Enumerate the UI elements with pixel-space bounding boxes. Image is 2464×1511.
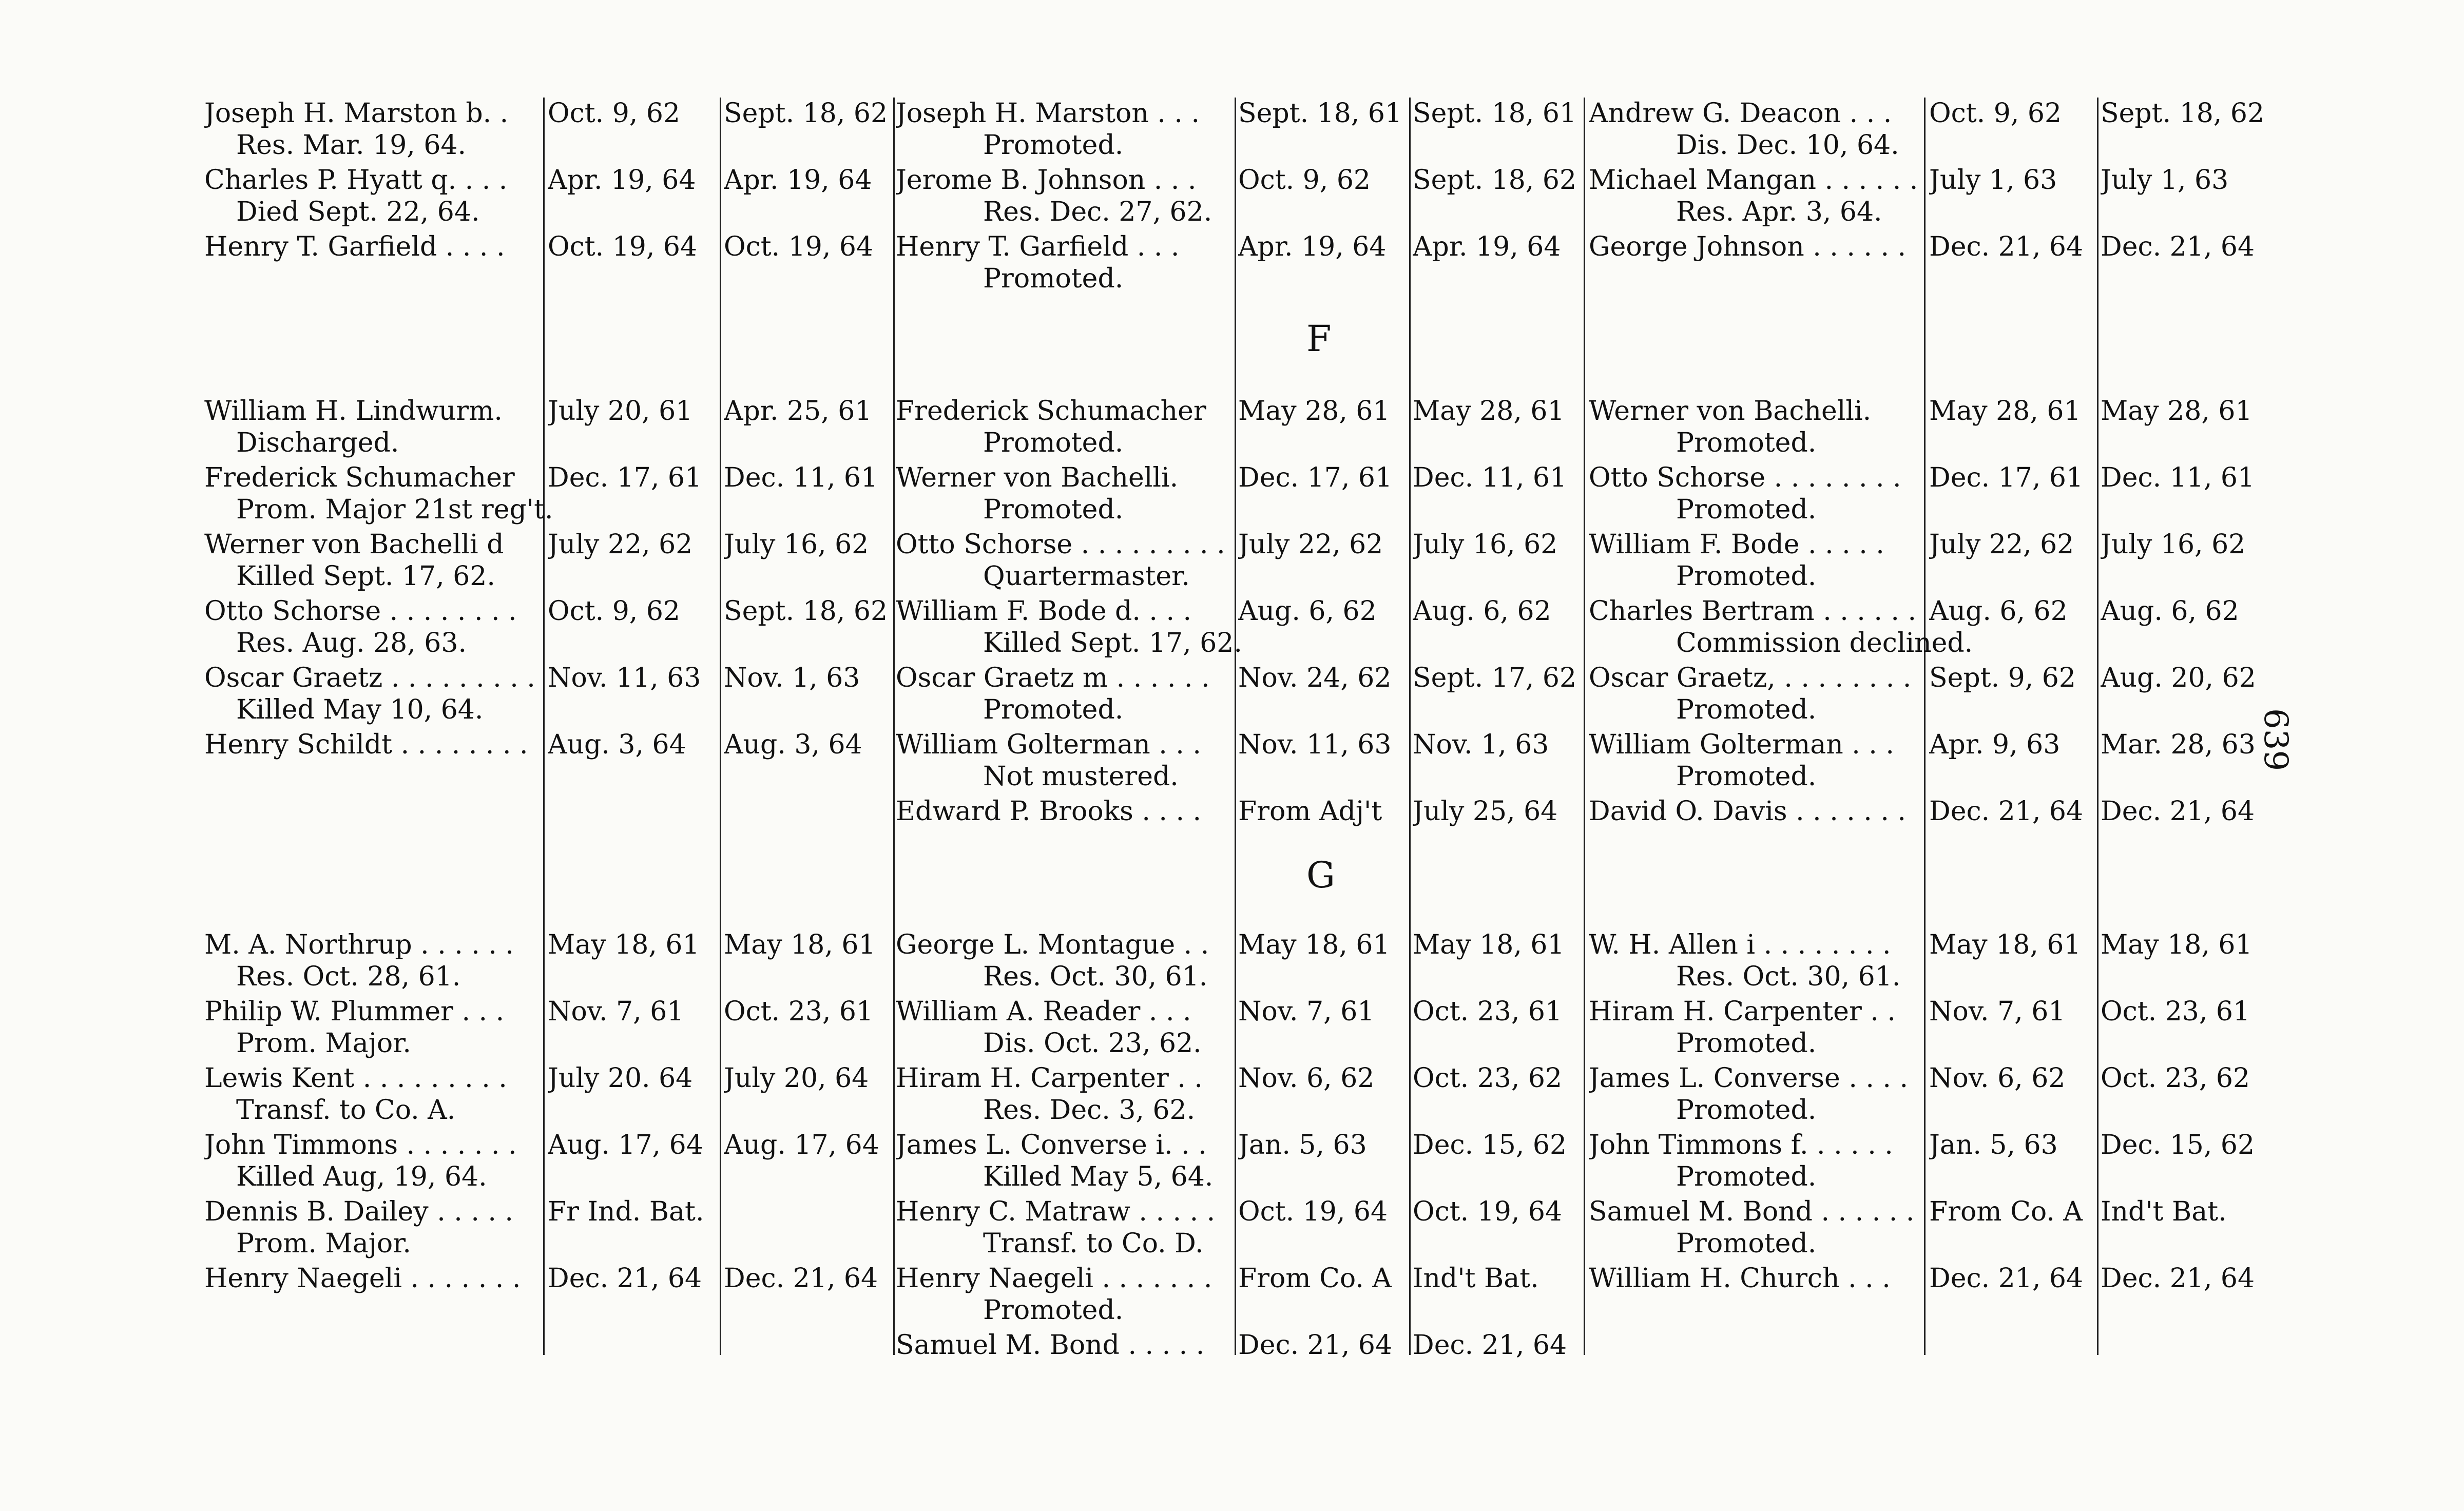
captain-remark: Died Sept. 22, 64.	[236, 197, 480, 227]
captain-remark: Discharged.	[236, 428, 399, 458]
first-lieutenant-commission-date: May 28, 61	[1413, 396, 1565, 427]
second-lieutenant-commission-date: Aug. 20, 62	[2101, 663, 2256, 693]
second-lieutenant-remark: Res. Oct. 30, 61.	[1676, 961, 1901, 992]
captain-rank-date: July 20. 64	[548, 1063, 693, 1094]
second-lieutenant-name: John Timmons f. . . . . .	[1589, 1130, 1893, 1160]
first-lieutenant-commission-date: Sept. 18, 62	[1413, 165, 1577, 196]
first-lieutenant-rank-date: Aug. 6, 62	[1238, 596, 1377, 627]
first-lieutenant-name: Henry Naegeli . . . . . . .	[896, 1263, 1212, 1294]
second-lieutenant-name: William H. Church . . .	[1589, 1263, 1891, 1294]
first-lieutenant-name: Frederick Schumacher	[896, 396, 1206, 427]
captain-remark: Prom. Major.	[236, 1028, 411, 1059]
captain-commission-date: July 20, 64	[724, 1063, 869, 1094]
first-lieutenant-commission-date: July 25, 64	[1413, 796, 1558, 827]
first-lieutenant-remark: Promoted.	[983, 494, 1124, 525]
captain-name: Philip W. Plummer . . .	[204, 996, 505, 1027]
second-lieutenant-remark: Promoted.	[1676, 1028, 1817, 1059]
second-lieutenant-commission-date: May 28, 61	[2101, 396, 2253, 427]
captain-rank-date: Oct. 19, 64	[548, 231, 698, 262]
captain-name: Dennis B. Dailey . . . . .	[204, 1196, 513, 1227]
captain-name: Henry T. Garfield . . . .	[204, 231, 505, 262]
first-lieutenant-rank-date: Apr. 19, 64	[1238, 231, 1387, 262]
first-lieutenant-name: Werner von Bachelli.	[896, 462, 1179, 493]
second-lieutenant-rank-date: Apr. 9, 63	[1929, 729, 2061, 760]
second-lieutenant-remark: Promoted.	[1676, 561, 1817, 592]
captain-name: Charles P. Hyatt q. . . .	[204, 165, 508, 196]
captain-remark: Res. Mar. 19, 64.	[236, 130, 467, 161]
captain-commission-date: Oct. 23, 61	[724, 996, 874, 1027]
first-lieutenant-rank-date: From Adj't	[1238, 796, 1382, 827]
first-lieutenant-rank-date: Dec. 17, 61	[1238, 462, 1393, 493]
first-lieutenant-remark: Quartermaster.	[983, 561, 1190, 592]
captain-rank-date: Fr Ind. Bat.	[548, 1196, 704, 1227]
captain-name: Henry Schildt . . . . . . . .	[204, 729, 528, 760]
second-lieutenant-name: Otto Schorse . . . . . . . .	[1589, 462, 1901, 493]
first-lieutenant-rank-date: May 18, 61	[1238, 929, 1390, 960]
second-lieutenant-name: William Golterman . . .	[1589, 729, 1894, 760]
captain-remark: Res. Oct. 28, 61.	[236, 961, 461, 992]
captain-rank-date: July 22, 62	[548, 529, 693, 560]
first-lieutenant-name: James L. Converse i. . .	[896, 1130, 1207, 1160]
first-lieutenant-rank-date: Nov. 24, 62	[1238, 663, 1392, 693]
first-lieutenant-remark: Killed Sept. 17, 62.	[983, 628, 1242, 658]
captain-remark: Prom. Major 21st reg't.	[236, 494, 553, 525]
register-row	[0, 98, 2464, 161]
captain-rank-date: Oct. 9, 62	[548, 596, 681, 627]
first-lieutenant-commission-date: Apr. 19, 64	[1413, 231, 1561, 262]
register-row	[0, 462, 2464, 525]
column-rule	[2097, 98, 2099, 1355]
register-row	[0, 929, 2464, 992]
first-lieutenant-remark: Promoted.	[983, 130, 1124, 161]
captain-remark: Killed May 10, 64.	[236, 694, 484, 725]
captain-remark: Killed Sept. 17, 62.	[236, 561, 495, 592]
second-lieutenant-remark: Promoted.	[1676, 1228, 1817, 1259]
second-lieutenant-remark: Promoted.	[1676, 1161, 1817, 1192]
first-lieutenant-name: Oscar Graetz m . . . . . .	[896, 663, 1210, 693]
captain-rank-date: Oct. 9, 62	[548, 98, 681, 129]
first-lieutenant-commission-date: Sept. 18, 61	[1413, 98, 1577, 129]
first-lieutenant-name: Otto Schorse . . . . . . . . .	[896, 529, 1225, 560]
captain-commission-date: Oct. 19, 64	[724, 231, 874, 262]
second-lieutenant-rank-date: Dec. 17, 61	[1929, 462, 2084, 493]
register-row	[0, 595, 2464, 658]
second-lieutenant-rank-date: Dec. 21, 64	[1929, 796, 2084, 827]
first-lieutenant-rank-date: May 28, 61	[1238, 396, 1390, 427]
first-lieutenant-rank-date: Nov. 6, 62	[1238, 1063, 1375, 1094]
second-lieutenant-remark: Commission declined.	[1676, 628, 1973, 658]
second-lieutenant-rank-date: May 18, 61	[1929, 929, 2081, 960]
second-lieutenant-commission-date: Dec. 21, 64	[2101, 1263, 2255, 1294]
captain-name: Henry Naegeli . . . . . . .	[204, 1263, 521, 1294]
captain-commission-date: Aug. 3, 64	[724, 729, 862, 760]
second-lieutenant-commission-date: Dec. 21, 64	[2101, 231, 2255, 262]
second-lieutenant-name: Michael Mangan . . . . . .	[1589, 165, 1918, 196]
register-row	[0, 796, 2464, 827]
first-lieutenant-commission-date: Sept. 17, 62	[1413, 663, 1577, 693]
second-lieutenant-rank-date: Sept. 9, 62	[1929, 663, 2076, 693]
register-row	[0, 729, 2464, 792]
second-lieutenant-rank-date: Jan. 5, 63	[1929, 1130, 2058, 1160]
first-lieutenant-rank-date: July 22, 62	[1238, 529, 1383, 560]
column-rule	[720, 98, 721, 1355]
register-row	[0, 164, 2464, 227]
captain-commission-date: Aug. 17, 64	[724, 1130, 879, 1160]
first-lieutenant-rank-date: Oct. 19, 64	[1238, 1196, 1388, 1227]
captain-rank-date: Dec. 17, 61	[548, 462, 702, 493]
first-lieutenant-rank-date: Nov. 11, 63	[1238, 729, 1392, 760]
first-lieutenant-remark: Dis. Oct. 23, 62.	[983, 1028, 1202, 1059]
first-lieutenant-commission-date: Ind't Bat.	[1413, 1263, 1539, 1294]
second-lieutenant-remark: Res. Apr. 3, 64.	[1676, 197, 1882, 227]
second-lieutenant-name: James L. Converse . . . .	[1589, 1063, 1909, 1094]
first-lieutenant-remark: Res. Oct. 30, 61.	[983, 961, 1208, 992]
column-rule	[1409, 98, 1411, 1355]
first-lieutenant-remark: Not mustered.	[983, 761, 1179, 792]
first-lieutenant-remark: Promoted.	[983, 428, 1124, 458]
first-lieutenant-remark: Res. Dec. 27, 62.	[983, 197, 1212, 227]
second-lieutenant-rank-date: Aug. 6, 62	[1929, 596, 2068, 627]
register-row	[0, 1263, 2464, 1326]
second-lieutenant-name: Samuel M. Bond . . . . . .	[1589, 1196, 1915, 1227]
second-lieutenant-remark: Promoted.	[1676, 1095, 1817, 1126]
second-lieutenant-commission-date: Dec. 21, 64	[2101, 796, 2255, 827]
second-lieutenant-rank-date: May 28, 61	[1929, 396, 2081, 427]
first-lieutenant-commission-date: Nov. 1, 63	[1413, 729, 1549, 760]
first-lieutenant-remark: Transf. to Co. D.	[983, 1228, 1204, 1259]
second-lieutenant-remark: Promoted.	[1676, 761, 1817, 792]
second-lieutenant-commission-date: Aug. 6, 62	[2101, 596, 2239, 627]
first-lieutenant-commission-date: Oct. 23, 61	[1413, 996, 1563, 1027]
second-lieutenant-name: W. H. Allen i . . . . . . . .	[1589, 929, 1891, 960]
captain-commission-date: Dec. 11, 61	[724, 462, 878, 493]
captain-rank-date: Nov. 11, 63	[548, 663, 701, 693]
page-number: 639	[2257, 708, 2295, 771]
second-lieutenant-commission-date: Ind't Bat.	[2101, 1196, 2227, 1227]
register-row	[0, 1329, 2464, 1361]
first-lieutenant-name: Henry T. Garfield . . .	[896, 231, 1180, 262]
first-lieutenant-remark: Promoted.	[983, 694, 1124, 725]
first-lieutenant-rank-date: From Co. A	[1238, 1263, 1392, 1294]
captain-commission-date: Nov. 1, 63	[724, 663, 860, 693]
captain-name: William H. Lindwurm.	[204, 396, 503, 427]
captain-name: John Timmons . . . . . . .	[204, 1130, 517, 1160]
second-lieutenant-name: Werner von Bachelli.	[1589, 396, 1872, 427]
second-lieutenant-rank-date: July 1, 63	[1929, 165, 2057, 196]
first-lieutenant-remark: Promoted.	[983, 1295, 1124, 1326]
first-lieutenant-remark: Killed May 5, 64.	[983, 1161, 1214, 1192]
captain-commission-date: Apr. 25, 61	[724, 396, 872, 427]
captain-rank-date: Aug. 3, 64	[548, 729, 686, 760]
second-lieutenant-name: Andrew G. Deacon . . .	[1589, 98, 1892, 129]
first-lieutenant-commission-date: July 16, 62	[1413, 529, 1558, 560]
second-lieutenant-name: David O. Davis . . . . . . .	[1589, 796, 1906, 827]
captain-rank-date: Dec. 21, 64	[548, 1263, 702, 1294]
second-lieutenant-commission-date: Dec. 11, 61	[2101, 462, 2255, 493]
second-lieutenant-rank-date: Oct. 9, 62	[1929, 98, 2062, 129]
second-lieutenant-rank-date: From Co. A	[1929, 1196, 2083, 1227]
first-lieutenant-remark: Promoted.	[983, 263, 1124, 294]
column-rule	[1235, 98, 1236, 1355]
first-lieutenant-remark: Res. Dec. 3, 62.	[983, 1095, 1196, 1126]
captain-commission-date: Sept. 18, 62	[724, 98, 888, 129]
second-lieutenant-name: George Johnson . . . . . .	[1589, 231, 1907, 262]
column-rule	[543, 98, 545, 1355]
captain-remark: Prom. Major.	[236, 1228, 411, 1259]
column-rule	[1584, 98, 1585, 1355]
section-letter: G	[1306, 854, 1335, 896]
captain-name: Joseph H. Marston b. .	[204, 98, 509, 129]
second-lieutenant-rank-date: Dec. 21, 64	[1929, 1263, 2084, 1294]
first-lieutenant-rank-date: Oct. 9, 62	[1238, 165, 1371, 196]
first-lieutenant-name: Hiram H. Carpenter . .	[896, 1063, 1203, 1094]
first-lieutenant-commission-date: Oct. 19, 64	[1413, 1196, 1563, 1227]
second-lieutenant-commission-date: Oct. 23, 62	[2101, 1063, 2250, 1094]
captain-remark: Killed Aug, 19, 64.	[236, 1161, 487, 1192]
second-lieutenant-name: William F. Bode . . . . .	[1589, 529, 1884, 560]
captain-rank-date: July 20, 61	[548, 396, 693, 427]
first-lieutenant-rank-date: Sept. 18, 61	[1238, 98, 1402, 129]
captain-commission-date: May 18, 61	[724, 929, 876, 960]
first-lieutenant-commission-date: Dec. 15, 62	[1413, 1130, 1567, 1160]
first-lieutenant-name: Jerome B. Johnson . . .	[896, 165, 1197, 196]
second-lieutenant-commission-date: Oct. 23, 61	[2101, 996, 2250, 1027]
second-lieutenant-remark: Promoted.	[1676, 428, 1817, 458]
captain-name: Oscar Graetz . . . . . . . . .	[204, 663, 535, 693]
captain-commission-date: Apr. 19, 64	[724, 165, 872, 196]
register-row	[0, 1129, 2464, 1192]
first-lieutenant-commission-date: May 18, 61	[1413, 929, 1565, 960]
first-lieutenant-name: William F. Bode d. . . .	[896, 596, 1192, 627]
captain-rank-date: May 18, 61	[548, 929, 700, 960]
captain-name: Werner von Bachelli d	[204, 529, 504, 560]
second-lieutenant-name: Oscar Graetz, . . . . . . . .	[1589, 663, 1912, 693]
second-lieutenant-remark: Promoted.	[1676, 694, 1817, 725]
first-lieutenant-name: Joseph H. Marston . . .	[896, 98, 1200, 129]
captain-rank-date: Apr. 19, 64	[548, 165, 696, 196]
captain-name: Otto Schorse . . . . . . . .	[204, 596, 517, 627]
second-lieutenant-remark: Dis. Dec. 10, 64.	[1676, 130, 1899, 161]
first-lieutenant-name: Henry C. Matraw . . . . .	[896, 1196, 1216, 1227]
second-lieutenant-commission-date: Sept. 18, 62	[2101, 98, 2265, 129]
register-row	[0, 662, 2464, 725]
captain-remark: Transf. to Co. A.	[236, 1095, 456, 1126]
first-lieutenant-rank-date: Dec. 21, 64	[1238, 1330, 1393, 1361]
captain-remark: Res. Aug. 28, 63.	[236, 628, 467, 658]
captain-name: M. A. Northrup . . . . . .	[204, 929, 514, 960]
register-row	[0, 1062, 2464, 1126]
second-lieutenant-commission-date: July 16, 62	[2101, 529, 2246, 560]
second-lieutenant-rank-date: Nov. 7, 61	[1929, 996, 2066, 1027]
register-row	[0, 395, 2464, 458]
register-row	[0, 529, 2464, 592]
captain-rank-date: Nov. 7, 61	[548, 996, 684, 1027]
second-lieutenant-commission-date: May 18, 61	[2101, 929, 2253, 960]
first-lieutenant-rank-date: Jan. 5, 63	[1238, 1130, 1367, 1160]
register-row	[0, 231, 2464, 294]
captain-commission-date: Dec. 21, 64	[724, 1263, 878, 1294]
first-lieutenant-commission-date: Dec. 21, 64	[1413, 1330, 1567, 1361]
first-lieutenant-name: William Golterman . . .	[896, 729, 1201, 760]
second-lieutenant-commission-date: July 1, 63	[2101, 165, 2229, 196]
second-lieutenant-rank-date: Nov. 6, 62	[1929, 1063, 2066, 1094]
second-lieutenant-rank-date: July 22, 62	[1929, 529, 2074, 560]
column-rule	[1924, 98, 1926, 1355]
register-row	[0, 1196, 2464, 1259]
second-lieutenant-remark: Promoted.	[1676, 494, 1817, 525]
first-lieutenant-name: William A. Reader . . .	[896, 996, 1191, 1027]
second-lieutenant-commission-date: Mar. 28, 63	[2101, 729, 2256, 760]
first-lieutenant-commission-date: Aug. 6, 62	[1413, 596, 1551, 627]
second-lieutenant-rank-date: Dec. 21, 64	[1929, 231, 2084, 262]
captain-commission-date: July 16, 62	[724, 529, 869, 560]
first-lieutenant-name: Edward P. Brooks . . . .	[896, 796, 1202, 827]
section-letter: F	[1306, 318, 1332, 360]
second-lieutenant-name: Charles Bertram . . . . . .	[1589, 596, 1917, 627]
register-row	[0, 996, 2464, 1059]
column-rule	[893, 98, 895, 1355]
captain-rank-date: Aug. 17, 64	[548, 1130, 703, 1160]
first-lieutenant-commission-date: Oct. 23, 62	[1413, 1063, 1563, 1094]
first-lieutenant-rank-date: Nov. 7, 61	[1238, 996, 1375, 1027]
captain-name: Frederick Schumacher	[204, 462, 515, 493]
first-lieutenant-name: Samuel M. Bond . . . . .	[896, 1330, 1205, 1361]
captain-name: Lewis Kent . . . . . . . . .	[204, 1063, 507, 1094]
second-lieutenant-commission-date: Dec. 15, 62	[2101, 1130, 2255, 1160]
captain-commission-date: Sept. 18, 62	[724, 596, 888, 627]
second-lieutenant-name: Hiram H. Carpenter . .	[1589, 996, 1896, 1027]
first-lieutenant-name: George L. Montague . .	[896, 929, 1209, 960]
first-lieutenant-commission-date: Dec. 11, 61	[1413, 462, 1567, 493]
